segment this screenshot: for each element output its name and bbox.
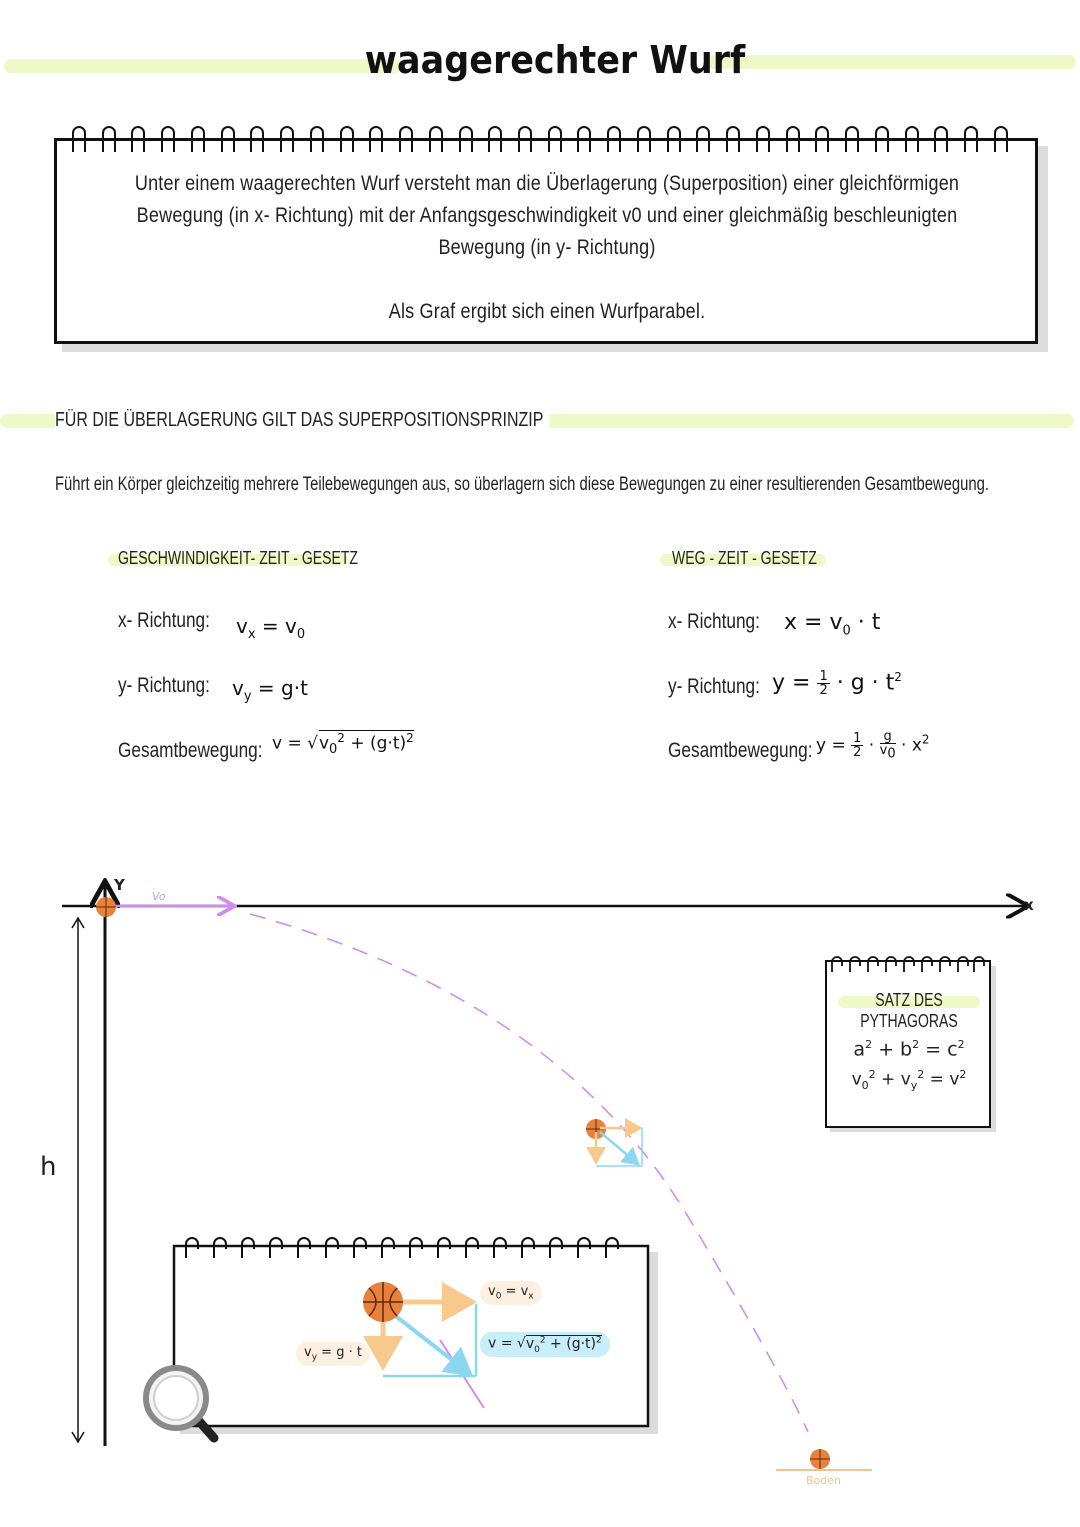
velocity-law-heading: GESCHWINDIGKEIT- ZEIT - GESETZ bbox=[118, 548, 358, 568]
velocity-total-label: Gesamtbewegung: bbox=[118, 739, 263, 762]
ground-label: Boden bbox=[806, 1474, 841, 1487]
ball-ground bbox=[810, 1449, 830, 1469]
velocity-x-formula: $v_x = v_0$ bbox=[236, 614, 306, 642]
page-title: waagerechter Wurf bbox=[364, 38, 746, 82]
y-axis-label: Y bbox=[114, 876, 125, 894]
zoom-vx-tag: $v_0 = v_x$ bbox=[480, 1281, 542, 1305]
distance-y-formula: y = $\frac{1}{2}$ · $g \cdot t^2$ bbox=[772, 669, 902, 698]
velocity-y-label: y- Richtung: bbox=[118, 674, 210, 697]
distance-law-heading: WEG - ZEIT - GESETZ bbox=[672, 548, 817, 568]
ball-mid bbox=[586, 1119, 642, 1166]
distance-x-formula: $x = v_0 \cdot t$ bbox=[784, 610, 881, 639]
section-heading: FÜR DIE ÜBERLAGERUNG GILT DAS SUPERPOSITIONSPRINZIP bbox=[55, 409, 550, 432]
definition-line-3: Bewegung (in y- Richtung) bbox=[438, 236, 656, 259]
height-label: h bbox=[40, 1152, 57, 1182]
intro-text: Führt ein Körper gleichzeitig mehrere Teilebewegungen aus, so überlagern sich diese Bewegungen zu einer resultierenden Gesamtbewegung. bbox=[55, 474, 989, 495]
x-axis-label: x bbox=[1024, 896, 1034, 914]
distance-y-label: y- Richtung: bbox=[668, 675, 760, 698]
velocity-x-label: x- Richtung: bbox=[118, 609, 210, 632]
zoom-ball bbox=[363, 1282, 403, 1322]
ball-start bbox=[96, 897, 116, 917]
pythagoras-equation-2: $v_0^2 + v_y^2 = v^2$ bbox=[851, 1068, 967, 1093]
zoom-vy-tag: $v_y = g \cdot t$ bbox=[296, 1342, 370, 1366]
v0-label: Vo bbox=[152, 890, 166, 903]
definition-line-1: Unter einem waagerechten Wurf versteht man die Überlagerung (Superposition) einer gleichförmigen bbox=[134, 172, 960, 195]
velocity-total-formula: $v = √v_0^2 + (g\cdot t)^2$ bbox=[272, 731, 414, 758]
distance-total-label: Gesamtbewegung: bbox=[668, 739, 813, 762]
pythagoras-title: SATZ DES PYTHAGORAS bbox=[860, 990, 958, 1031]
distance-x-label: x- Richtung: bbox=[668, 610, 760, 633]
definition-line-4: Als Graf ergibt sich einen Wurfparabel. bbox=[388, 300, 706, 323]
definition-line-2: Bewegung (in x- Richtung) mit der Anfangsgeschwindigkeit v0 und einer gleichmäßig beschleunigten bbox=[136, 204, 958, 227]
pythagoras-equation-1: $a^2 + b^2 = c^2$ bbox=[853, 1038, 965, 1061]
zoom-v-tag: $v = √v_0^2 + (g\cdot t)^2$ bbox=[480, 1332, 610, 1357]
velocity-y-formula: $v_y = g\cdot t$ bbox=[232, 676, 308, 704]
distance-total-formula: y = $\frac{1}{2}$ · $\frac{g}{v_0}$ · $x^2$ bbox=[816, 729, 930, 762]
